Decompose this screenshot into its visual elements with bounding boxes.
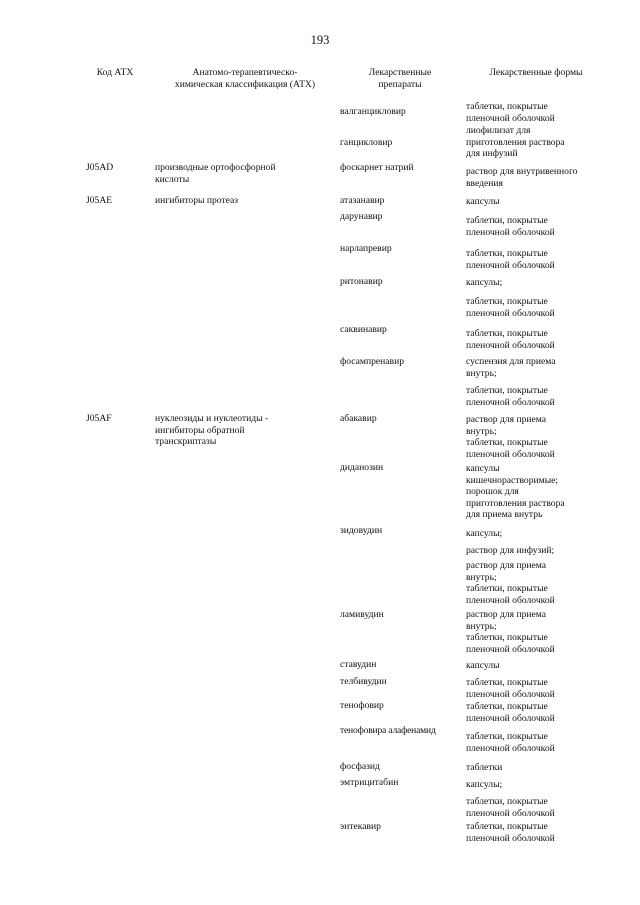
atc-classification: ингибиторы протеаз [155,195,239,206]
atc-code: J05AE [86,195,113,206]
drug-name: тенофовир [340,700,384,711]
dosage-form: капсулы кишечнорастворимые; порошок для приготовления раствора для приема внутрь [466,463,565,521]
drug-name: зидовудин [340,525,383,536]
drug-name: абакавир [340,413,377,424]
dosage-form: таблетки, покрытые пленочной оболочкой [466,821,555,844]
drug-name: дарунавир [340,211,383,222]
dosage-form: таблетки, покрытые пленочной оболочкой [466,677,555,700]
dosage-form: таблетки, покрытые пленочной оболочкой [466,101,555,124]
dosage-form: таблетки, покрытые пленочной оболочкой [466,215,555,238]
drug-name: ставудин [340,659,377,670]
page-number: 193 [310,33,330,47]
dosage-form: раствор для приема внутрь; таблетки, покрытые пленочной оболочкой [466,560,555,606]
dosage-form: таблетки, покрытые пленочной оболочкой [466,731,555,754]
header-drugs: Лекарственные препараты [368,67,432,90]
dosage-form: суспензия для приема внутрь; [466,356,556,379]
drug-name: энтекавир [340,821,381,832]
dosage-form: капсулы; [466,277,503,288]
drug-name: фосфазид [340,761,380,772]
dosage-form: таблетки, покрытые пленочной оболочкой [466,328,555,351]
dosage-form: раствор для приема внутрь; таблетки, покрытые пленочной оболочкой [466,609,555,655]
header-forms: Лекарственные формы [489,67,583,78]
drug-name: ламивудин [340,609,384,620]
dosage-form: таблетки, покрытые пленочной оболочкой [466,796,555,819]
dosage-form: таблетки, покрытые пленочной оболочкой [466,248,555,271]
drug-name: фосампренавир [340,356,404,367]
dosage-form: таблетки, покрытые пленочной оболочкой [466,701,555,724]
dosage-form: капсулы [466,196,500,207]
atc-classification: производные ортофосфорной кислоты [155,162,276,185]
drug-name: саквинавир [340,324,387,335]
header-code: Код АТХ [96,67,134,78]
dosage-form: лиофилизат для приготовления раствора для инфузий [466,125,565,160]
dosage-form: таблетки, покрытые пленочной оболочкой [466,296,555,319]
drug-name: эмтрицитабин [340,777,399,788]
atc-code: J05AD [86,162,114,173]
drug-name: фоскарнет натрий [340,162,414,173]
dosage-form: капсулы; [466,528,503,539]
atc-code: J05AF [86,413,112,424]
atc-classification: нуклеозиды и нуклеотиды - ингибиторы обратной транскриптазы [155,413,269,448]
dosage-form: таблетки [466,762,503,773]
drug-name: тенофовира алафенамид [340,725,436,736]
header-classification: Анатомо-терапевтическо- химическая классификация (АТХ) [174,67,316,90]
drug-name: телбивудин [340,676,387,687]
drug-name: ганцикловир [340,137,393,148]
dosage-form: раствор для внутривенного введения [466,166,578,189]
dosage-form: раствор для приема внутрь; таблетки, покрытые пленочной оболочкой [466,414,555,460]
drug-name: нарлапревир [340,243,392,254]
dosage-form: капсулы [466,660,500,671]
drug-name: диданозин [340,462,384,473]
dosage-form: таблетки, покрытые пленочной оболочкой [466,385,555,408]
dosage-form: капсулы; [466,779,503,790]
drug-name: ритонавир [340,276,383,287]
drug-name: валганцикловир [340,106,406,117]
dosage-form: раствор для инфузий; [466,545,555,556]
drug-name: атазанавир [340,195,385,206]
